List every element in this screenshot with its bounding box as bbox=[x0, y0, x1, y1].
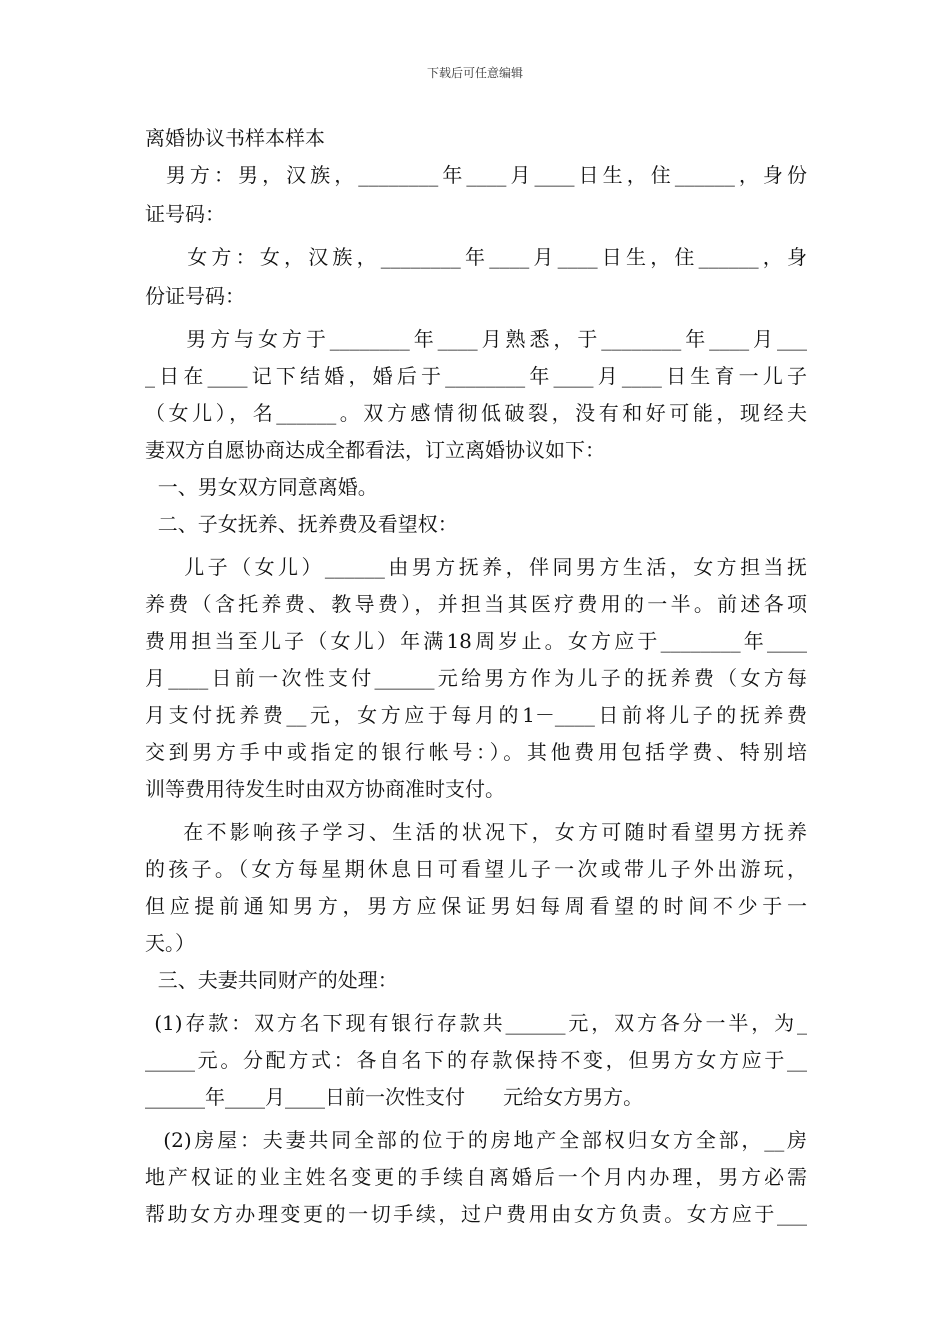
text-line: 男方与女方于________年____月熟悉，于________年____月___ bbox=[145, 327, 807, 351]
text-line: 训等费用待发生时由双方协商准时支付。 bbox=[145, 777, 505, 801]
document-text bbox=[145, 157, 807, 1233]
text-line: 女方：女，汉族，________年____月____日生，住______，身 bbox=[145, 245, 807, 269]
text-line: 份证号码： bbox=[145, 284, 245, 308]
text-line: 月____日前一次性支付______元给男方作为儿子的抚养费（女方每 bbox=[145, 666, 807, 690]
text-line: 儿子（女儿）______由男方抚养，伴同男方生活，女方担当抚 bbox=[145, 555, 807, 579]
text-line: 在不影响孩子学习、生活的状况下，女方可随时看望男方抚养 bbox=[145, 820, 807, 844]
text-line: 费用担当至儿子（女儿）年满18周岁止。女方应于________年____ bbox=[145, 629, 807, 653]
text-line: (1)存款：双方名下现有银行存款共______元，双方各分一半，为_ bbox=[145, 1011, 807, 1035]
text-line: (2)房屋：夫妻共同全部的位于的房地产全部权归女方全部，__房 bbox=[145, 1128, 807, 1152]
text-line: 地产权证的业主姓名变更的手续自离婚后一个月内办理，男方必需 bbox=[145, 1165, 807, 1189]
text-line: （女儿），名______。双方感情彻低破裂，没有和好可能，现经夫 bbox=[145, 401, 807, 425]
page-header-note: 下载后可任意编辑 bbox=[426, 66, 523, 80]
text-line: 妻双方自愿协商达成全都看法，订立离婚协议如下： bbox=[145, 438, 605, 462]
text-line: 养费（含托养费、教导费），并担当其医疗费用的一半。前述各项 bbox=[145, 592, 807, 616]
text-line: 一、男女双方同意离婚。 bbox=[145, 475, 378, 499]
text-line: 男方：男，汉族，________年____月____日生，住______，身份 bbox=[145, 163, 807, 187]
text-line: 但应提前通知男方，男方应保证男妇每周看望的时间不少于一 bbox=[145, 894, 807, 918]
text-line: 三、夫妻共同财产的处理： bbox=[145, 968, 398, 992]
text-line: 天。） bbox=[145, 931, 195, 955]
text-line: 二、子女抚养、抚养费及看望权： bbox=[145, 512, 458, 536]
document-body bbox=[145, 120, 807, 1233]
document-title: 离婚协议书样本样本 bbox=[145, 126, 325, 150]
text-line: 的孩子。（女方每星期休息日可看望儿子一次或带儿子外出游玩， bbox=[145, 857, 807, 881]
text-line: _日在____记下结婚，婚后于________年____月____日生育一儿子 bbox=[145, 364, 807, 388]
text-line: 帮助女方办理变更的一切手续，过户费用由女方负责。女方应于___ bbox=[145, 1202, 807, 1226]
text-line: _____元。分配方式：各自名下的存款保持不变，但男方女方应于__ bbox=[145, 1048, 807, 1072]
text-line: 交到男方手中或指定的银行帐号：）。其他费用包括学费、特别培 bbox=[145, 740, 807, 764]
text-line: ______年____月____日前一次性支付 元给女方男方。 bbox=[145, 1085, 644, 1109]
text-line: 月支付抚养费__元，女方应于每月的1－____日前将儿子的抚养费 bbox=[145, 703, 807, 727]
text-line: 证号码： bbox=[145, 202, 225, 226]
